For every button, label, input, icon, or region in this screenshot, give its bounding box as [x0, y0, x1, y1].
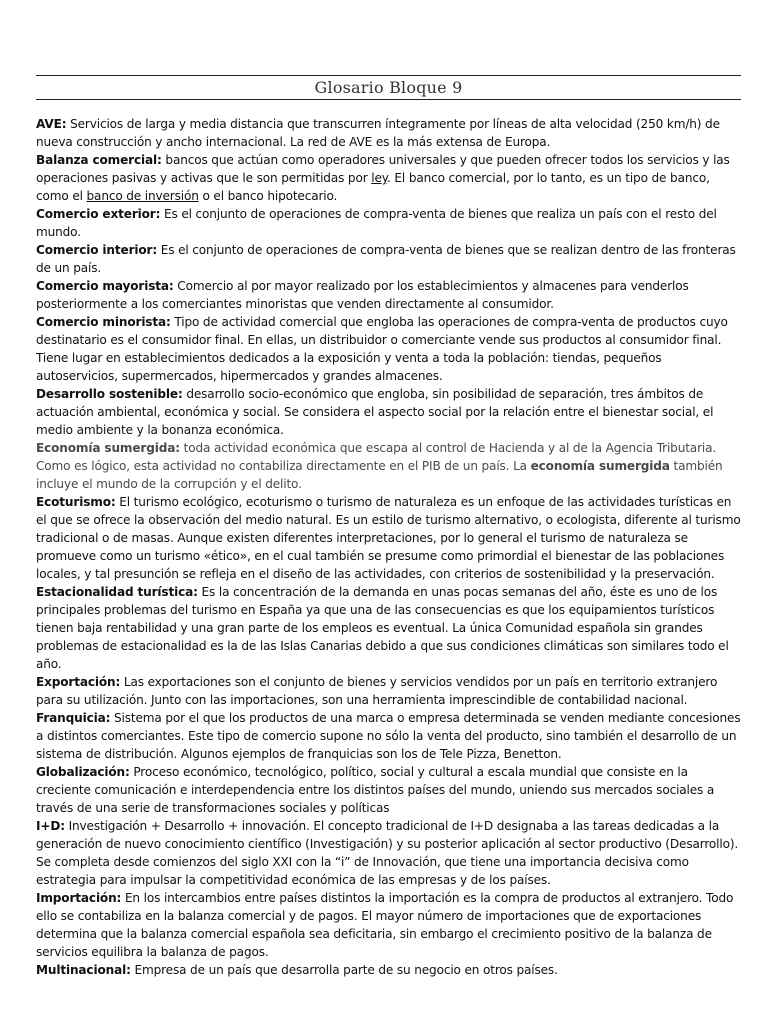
glossary-definition: Es el conjunto de operaciones de compra-venta de bienes que realiza un país con el resto del mundo.: [36, 207, 717, 239]
glossary-entry-comercio-mayorista: [36, 277, 741, 313]
glossary-definition: desarrollo socio-económico que engloba, sin posibilidad de separación, tres ámbitos de actuación ambiental, económica y social. Se considera el aspecto social por la relación entre el bienestar social, el medio ambiente y la bonanza económica.: [36, 387, 714, 437]
glossary-entry-globalizacion: [36, 763, 741, 817]
glossary-entry-balanza-comercial: [36, 151, 741, 205]
glossary-entry-comercio-interior: [36, 241, 741, 277]
glossary-term: AVE:: [36, 117, 67, 131]
glossary-definition: también incluye el mundo de la corrupción y el delito.: [36, 459, 723, 491]
glossary-entry-ave: [36, 115, 741, 151]
glossary-entry-ecoturismo: [36, 493, 741, 583]
glossary-term: Comercio minorista:: [36, 315, 171, 329]
document-title: Glosario Bloque 9: [314, 78, 463, 97]
glossary-definition: Las exportaciones son el conjunto de bienes y servicios vendidos por un país en territorio extranjero para su utilización. Junto con las importaciones, son una herramienta imprescindible de contabilidad nacional.: [36, 675, 718, 707]
glossary-term: Estacionalidad turística:: [36, 585, 198, 599]
glossary-term: Ecoturismo:: [36, 495, 116, 509]
glossary-term: Balanza comercial:: [36, 153, 162, 167]
glossary-term: Importación:: [36, 891, 122, 905]
glossary-definition: Es la concentración de la demanda en unas pocas semanas del año, éste es uno de los principales problemas del turismo en España ya que una de las consecuencias es que los equipamientos turísticos tienen baja rentabilidad y una gran parte de los empleos es eventual. La única Comunidad española sin grandes problemas de estacionalidad es la de las Islas Canarias debido a que sus condiciones climáticas son similares todo el año.: [36, 585, 729, 671]
glossary-term: Multinacional:: [36, 963, 131, 977]
glossary-definition: Investigación + Desarrollo + innovación. El concepto tradicional de I+D designaba a las tareas dedicadas a la generación de nuevo conocimiento científico (Investigación) y su posterior aplicación al sector productivo (Desarrollo). Se completa desde comienzos del siglo XXI con la “i” de Innovación, que tiene una importancia decisiva como estrategia para impulsar la competitividad económica de las empresas y de los países.: [36, 819, 739, 887]
glossary-term: Desarrollo sostenible:: [36, 387, 183, 401]
glossary-entry-i-d: [36, 817, 741, 889]
glossary-entry-comercio-exterior: [36, 205, 741, 241]
glossary-term: Comercio interior:: [36, 243, 158, 257]
glossary-entry-comercio-minorista: [36, 313, 741, 385]
glossary-definition: Comercio al por mayor realizado por los establecimientos y almacenes para venderlos posteriormente a los comerciantes minoristas que venden directamente al consumidor.: [36, 279, 689, 311]
glossary-entry-importacion: [36, 889, 741, 961]
glossary-entry-exportacion: [36, 673, 741, 709]
glossary-term: Economía sumergida:: [36, 441, 180, 455]
glossary-term: Comercio mayorista:: [36, 279, 174, 293]
glossary-entry-estacionalidad-turistica: [36, 583, 741, 673]
glossary-definition: toda actividad económica que escapa al control de Hacienda y al de la Agencia Tributaria. Como es lógico, esta actividad no contabiliza directamente en el PIB de un país. La: [36, 441, 717, 473]
glossary-term: Comercio exterior:: [36, 207, 161, 221]
glossary-entry-franquicia: [36, 709, 741, 763]
title-bar: [36, 75, 741, 100]
link-banco-de-inversion[interactable]: banco de inversión: [86, 189, 199, 203]
glossary-definition: Servicios de larga y media distancia que transcurren íntegramente por líneas de alta velocidad (250 km/h) de nueva construcción y ancho internacional. La red de AVE es la más extensa de Europa.: [36, 117, 720, 149]
glossary-entry-desarrollo-sostenible: [36, 385, 741, 439]
glossary-definition: Sistema por el que los productos de una marca o empresa determinada se venden mediante concesiones a distintos comerciantes. Este tipo de comercio supone no sólo la venta del producto, sino también el desarrollo de un sistema de distribución. Algunos ejemplos de franquicias son los de Tele Pizza, Benetton.: [36, 711, 741, 761]
glossary-definition: El turismo ecológico, ecoturismo o turismo de naturaleza es un enfoque de las actividades turísticas en el que se ofrece la observación del medio natural. Es un estilo de turismo alternativo, o ecologista, diferente al turismo tradicional o de masas. Aunque existen diferentes interpretaciones, por lo general el turismo de naturaleza se promueve como un turismo «ético», en el cual también se presume como primordial el bienestar de las poblaciones locales, y tal presunción se refleja en el diseño de las actividades, con criterios de sostenibilidad y la preservación.: [36, 495, 741, 581]
glossary-inline-term: economía sumergida: [530, 459, 670, 473]
glossary-term: Exportación:: [36, 675, 121, 689]
glossary-body: [36, 115, 741, 979]
glossary-entry-multinacional: [36, 961, 741, 979]
glossary-definition: Tipo de actividad comercial que engloba las operaciones de compra-venta de productos cuyo destinatario es el consumidor final. En ellas, un distribuidor o comerciante vende sus productos al consumidor final. Tiene lugar en establecimientos dedicados a la exposición y venta a toda la población: tiendas, pequeños autoservicios, supermercados, hipermercados y grandes almacenes.: [36, 315, 728, 383]
glossary-definition: Empresa de un país que desarrolla parte de su negocio en otros países.: [130, 963, 558, 977]
glossary-definition: Proceso económico, tecnológico, político, social y cultural a escala mundial que consiste en la creciente comunicación e interdependencia entre los distintos países del mundo, uniendo sus mercados sociales a través de una serie de transformaciones sociales y políticas: [36, 765, 715, 815]
link-ley[interactable]: ley: [371, 171, 388, 185]
glossary-definition: bancos que actúan como operadores universales y que pueden ofrecer todos los servicios y las operaciones pasivas y activas que le son permitidas por: [36, 153, 730, 185]
glossary-term: I+D:: [36, 819, 65, 833]
glossary-definition: En los intercambios entre países distintos la importación es la compra de productos al extranjero. Todo ello se contabiliza en la balanza comercial y de pagos. El mayor número de importaciones que de exportaciones determina que la balanza comercial española sea deficitaria, sin embargo el crecimiento positivo de la balanza de servicios equilibra la balanza de pagos.: [36, 891, 734, 959]
glossary-term: Franquicia:: [36, 711, 111, 725]
glossary-entry-economia-sumergida: [36, 439, 741, 493]
glossary-term: Globalización:: [36, 765, 130, 779]
glossary-definition: Es el conjunto de operaciones de compra-venta de bienes que se realizan dentro de las fronteras de un país.: [36, 243, 736, 275]
glossary-definition: o el banco hipotecario.: [198, 189, 338, 203]
glossary-definition: . El banco comercial, por lo tanto, es un tipo de banco, como el: [36, 171, 710, 203]
